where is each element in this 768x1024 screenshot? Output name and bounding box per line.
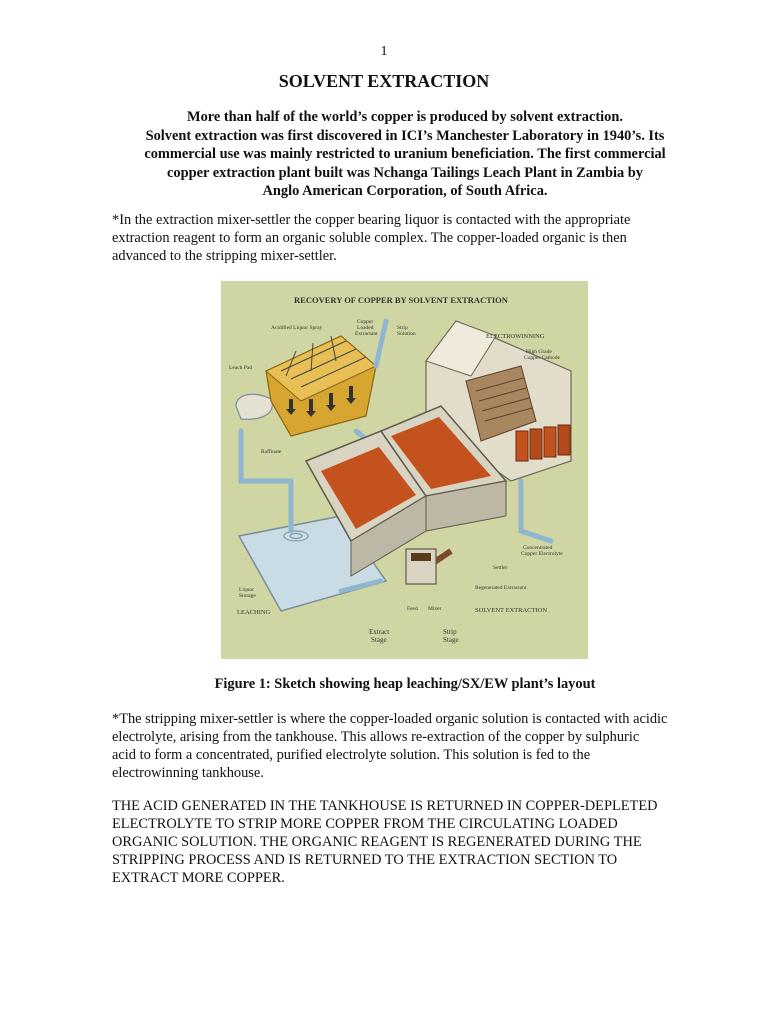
label-copper-loaded-extractant: Loaded (357, 325, 374, 331)
paragraph-line: acid to form a concentrated, purified electrolyte solution. This solution is fed to the (112, 747, 591, 763)
label-strip-stage: Stage (443, 636, 459, 644)
paragraph-line: electrolyte, arising from the tankhouse. This allows re-extraction of the copper by sulphuric (112, 729, 640, 745)
label-acidified-liquor-spray: Acidified Liquor Spray (271, 325, 323, 331)
label-settler: Settler (493, 565, 508, 571)
label-feed: Feed (407, 606, 418, 612)
page-number: 1 (380, 44, 388, 59)
paragraph-line: advanced to the stripping mixer-settler. (112, 248, 337, 264)
figure-caption: Figure 1: Sketch showing heap leaching/SX/EW plant’s layout (214, 676, 596, 692)
intro-line: More than half of the world’s copper is produced by solvent extraction. (187, 109, 623, 125)
paragraph-line: THE ACID GENERATED IN THE TANKHOUSE IS RETURNED IN COPPER-DEPLETED (112, 798, 658, 814)
label-raffinate: Raffinate (261, 449, 282, 455)
paragraph-line: ELECTROLYTE TO STRIP MORE COPPER FROM THE CIRCULATING LOADED (112, 816, 618, 832)
label-strip-stage: Strip (443, 628, 457, 636)
label-copper-loaded-extractant: Extractant (355, 331, 378, 337)
label-concentrated-electrolyte: Copper Electrolyte (521, 551, 563, 557)
intro-line: commercial use was mainly restricted to uranium beneficiation. The first commercial (144, 146, 666, 163)
process-diagram-figure (221, 281, 588, 659)
label-strip-solution: Strip (397, 325, 408, 331)
label-strip-solution: Solution (397, 331, 416, 337)
intro-paragraph (100, 108, 710, 201)
document-title: SOLVENT EXTRACTION (278, 71, 490, 91)
paragraph-line: *In the extraction mixer-settler the copper bearing liquor is contacted with the appropriate (112, 212, 631, 228)
label-leach-pad: Leach Pad (229, 365, 253, 371)
leach-pad-base (236, 394, 272, 419)
label-concentrated-electrolyte: Concentrated (523, 545, 553, 551)
label-regenerated-extractant: Regenerated Extractant (475, 585, 527, 591)
mixer-contents (411, 553, 431, 561)
paragraph-line: extraction reagent to form an organic soluble complex. The copper-loaded organic is then (112, 230, 627, 246)
process-diagram (221, 281, 588, 659)
label-high-grade-cathode: Copper Cathode (524, 355, 560, 361)
label-leaching: LEACHING (237, 609, 271, 616)
label-extract-stage: Extract (369, 628, 390, 636)
label-copper-loaded-extractant: Copper (357, 319, 374, 325)
paragraph-line: *The stripping mixer-settler is where the copper-loaded organic solution is contacted with acidic (112, 711, 668, 727)
label-high-grade-cathode: High Grade (526, 349, 552, 355)
paragraph-line: electrowinning tankhouse. (112, 765, 264, 781)
paragraph-acid-return (112, 797, 712, 887)
intro-line: Anglo American Corporation, of South Africa. (262, 183, 548, 200)
paragraph-line: STRIPPING PROCESS AND IS RETURNED TO THE EXTRACTION SECTION TO (112, 852, 618, 868)
label-liquor-storage: Liquor (239, 587, 254, 593)
paragraph-stripping (112, 710, 712, 782)
intro-line: Solvent extraction was first discovered in ICI’s Manchester Laboratory in 1940’s. Its (145, 127, 665, 144)
figure-title: RECOVERY OF COPPER BY SOLVENT EXTRACTION (294, 295, 508, 305)
label-mixer: Mixer (428, 606, 442, 612)
label-electrowinning: ELECTROWINNING (486, 333, 545, 340)
label-extract-stage: Stage (371, 636, 387, 644)
intro-line: copper extraction plant built was Nchanga Tailings Leach Plant in Zambia by (167, 164, 643, 181)
paragraph-line: ORGANIC SOLUTION. THE ORGANIC REAGENT IS REGENERATED DURING THE (112, 834, 642, 850)
paragraph-line: EXTRACT MORE COPPER. (112, 870, 285, 886)
label-solvent-extraction: SOLVENT EXTRACTION (475, 607, 548, 614)
paragraph-extraction (112, 211, 712, 265)
label-liquor-storage: Storage (239, 593, 256, 599)
